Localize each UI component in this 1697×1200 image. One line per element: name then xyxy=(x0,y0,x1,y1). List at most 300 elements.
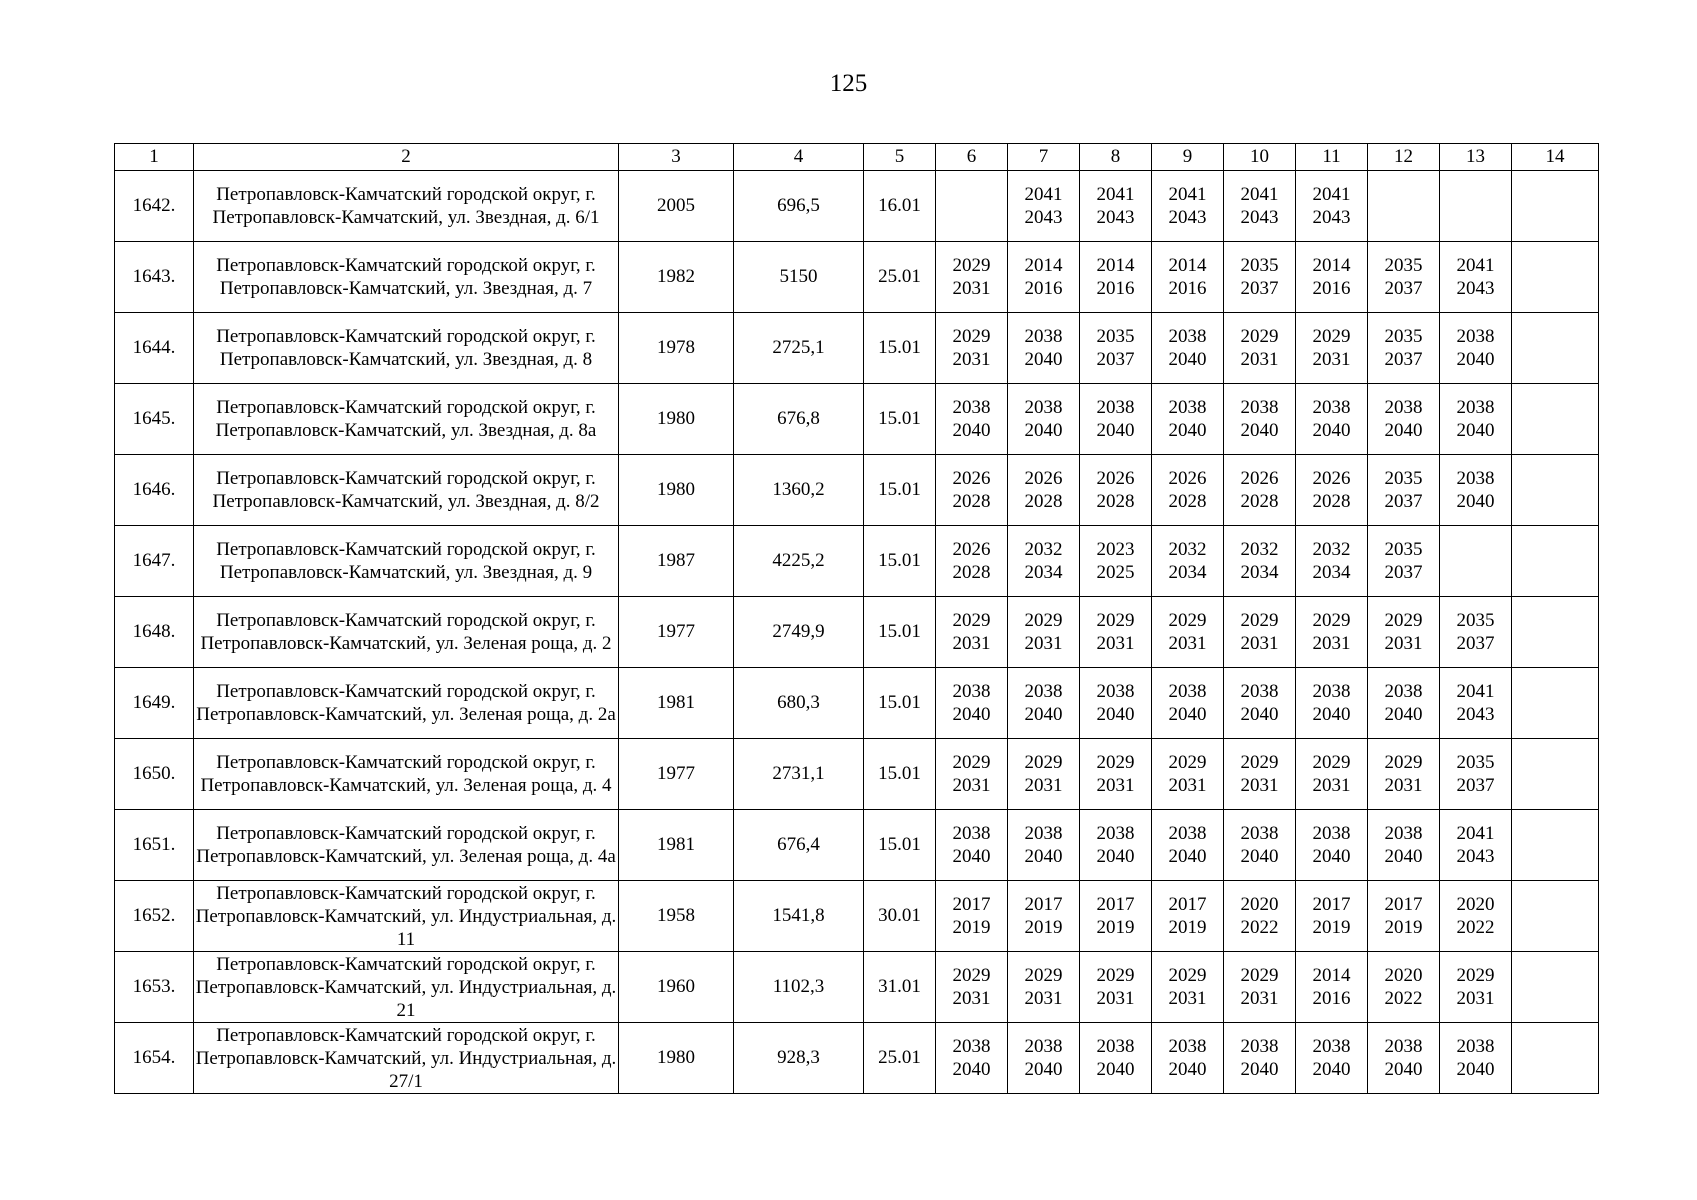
table-row xyxy=(115,739,1599,810)
period-start: 2020 xyxy=(1384,965,1423,986)
period-cell xyxy=(1368,739,1440,810)
period-start: 2017 xyxy=(1168,894,1207,915)
period-cell xyxy=(1440,313,1512,384)
period-end: 2043 xyxy=(1456,846,1495,867)
period-cell xyxy=(1152,597,1224,668)
period-end: 2028 xyxy=(1024,491,1063,512)
period-end: 2019 xyxy=(1312,917,1351,938)
period-end: 2031 xyxy=(1024,775,1063,796)
period-cell xyxy=(1224,668,1296,739)
period-end: 2040 xyxy=(1096,846,1135,867)
period-end: 2040 xyxy=(1096,1059,1135,1080)
period-start: 2035 xyxy=(1456,610,1495,631)
row-number-cell: 1649. xyxy=(115,668,194,739)
period-start: 2035 xyxy=(1240,255,1279,276)
period-end: 2037 xyxy=(1456,633,1495,654)
period-end: 2037 xyxy=(1240,278,1279,299)
code-cell: 25.01 xyxy=(864,242,936,313)
period-end: 2040 xyxy=(1024,349,1063,370)
code-cell: 15.01 xyxy=(864,526,936,597)
code-cell: 15.01 xyxy=(864,384,936,455)
period-end: 2040 xyxy=(1240,420,1279,441)
period-end: 2031 xyxy=(1240,775,1279,796)
period-cell xyxy=(1008,313,1080,384)
address-cell: Петропавловск-Камчатский городской округ, г. Петропавловск-Камчатский, ул. Звездная, д. 8а xyxy=(194,384,619,455)
period-end: 2016 xyxy=(1312,988,1351,1009)
period-cell xyxy=(1296,668,1368,739)
period-cell xyxy=(1296,171,1368,242)
address-cell: Петропавловск-Камчатский городской округ, г. Петропавловск-Камчатский, ул. Зеленая роща, д. 2а xyxy=(194,668,619,739)
period-end: 2028 xyxy=(952,491,991,512)
area-cell: 696,5 xyxy=(734,171,864,242)
address-cell: Петропавловск-Камчатский городской округ, г. Петропавловск-Камчатский, ул. Индустриальная, д. 11 xyxy=(194,881,619,952)
period-cell xyxy=(1080,1023,1152,1094)
period-end: 2031 xyxy=(1240,633,1279,654)
period-start: 2038 xyxy=(1096,823,1135,844)
period-start: 2029 xyxy=(1240,326,1279,347)
period-start: 2026 xyxy=(952,539,991,560)
period-start: 2038 xyxy=(1096,397,1135,418)
period-cell xyxy=(1368,526,1440,597)
period-end: 2040 xyxy=(1240,1059,1279,1080)
period-start: 2038 xyxy=(952,397,991,418)
period-end: 2031 xyxy=(952,349,991,370)
period-cell xyxy=(1008,526,1080,597)
period-cell xyxy=(1296,455,1368,526)
period-start: 2029 xyxy=(1312,610,1351,631)
period-end: 2040 xyxy=(1240,704,1279,725)
period-cell xyxy=(1152,1023,1224,1094)
period-start: 2038 xyxy=(1456,397,1495,418)
column-header-14: 14 xyxy=(1512,144,1599,171)
period-start: 2038 xyxy=(1024,823,1063,844)
year-cell: 1977 xyxy=(619,597,734,668)
period-start: 2038 xyxy=(1168,681,1207,702)
period-start: 2032 xyxy=(1240,539,1279,560)
area-cell: 1102,3 xyxy=(734,952,864,1023)
period-start: 2041 xyxy=(1168,184,1207,205)
period-start: 2029 xyxy=(1384,752,1423,773)
period-cell xyxy=(1440,455,1512,526)
column-header-7: 7 xyxy=(1008,144,1080,171)
period-start: 2029 xyxy=(1168,610,1207,631)
period-cell xyxy=(1368,597,1440,668)
period-cell xyxy=(1224,384,1296,455)
period-start: 2038 xyxy=(1456,468,1495,489)
period-cell xyxy=(1512,242,1599,313)
period-cell xyxy=(1440,597,1512,668)
year-cell: 1980 xyxy=(619,455,734,526)
period-end: 2040 xyxy=(1024,1059,1063,1080)
period-end: 2040 xyxy=(1168,1059,1207,1080)
column-header-5: 5 xyxy=(864,144,936,171)
period-cell xyxy=(1440,171,1512,242)
column-header-11: 11 xyxy=(1296,144,1368,171)
period-end: 2031 xyxy=(1096,988,1135,1009)
period-start: 2038 xyxy=(1240,681,1279,702)
period-end: 2031 xyxy=(1384,633,1423,654)
period-end: 2019 xyxy=(1384,917,1423,938)
period-cell xyxy=(1224,171,1296,242)
period-end: 2040 xyxy=(1240,846,1279,867)
period-cell xyxy=(1152,384,1224,455)
period-start: 2041 xyxy=(1456,255,1495,276)
column-header-12: 12 xyxy=(1368,144,1440,171)
period-end: 2040 xyxy=(1384,1059,1423,1080)
period-end: 2040 xyxy=(1456,1059,1495,1080)
area-cell: 2731,1 xyxy=(734,739,864,810)
year-cell: 1977 xyxy=(619,739,734,810)
period-start: 2029 xyxy=(1240,965,1279,986)
period-end: 2031 xyxy=(1312,775,1351,796)
registry-table xyxy=(114,143,1599,1094)
period-cell xyxy=(1224,1023,1296,1094)
table-row xyxy=(115,313,1599,384)
period-start: 2038 xyxy=(1168,326,1207,347)
period-cell xyxy=(1512,881,1599,952)
period-start: 2041 xyxy=(1024,184,1063,205)
period-cell xyxy=(1152,171,1224,242)
period-cell xyxy=(1368,313,1440,384)
period-start: 2038 xyxy=(1096,681,1135,702)
period-end: 2043 xyxy=(1456,704,1495,725)
period-start: 2035 xyxy=(1456,752,1495,773)
period-cell xyxy=(936,881,1008,952)
table-row xyxy=(115,881,1599,952)
column-header-9: 9 xyxy=(1152,144,1224,171)
address-cell: Петропавловск-Камчатский городской округ, г. Петропавловск-Камчатский, ул. Звездная, д. 6/1 xyxy=(194,171,619,242)
code-cell: 15.01 xyxy=(864,455,936,526)
period-cell xyxy=(1224,455,1296,526)
period-cell xyxy=(1296,526,1368,597)
period-end: 2040 xyxy=(1168,420,1207,441)
period-end: 2040 xyxy=(1312,704,1351,725)
period-cell xyxy=(1008,668,1080,739)
row-number-cell: 1654. xyxy=(115,1023,194,1094)
period-cell xyxy=(1152,952,1224,1023)
period-cell xyxy=(1224,242,1296,313)
period-end: 2031 xyxy=(1168,988,1207,1009)
period-cell xyxy=(1080,455,1152,526)
period-end: 2019 xyxy=(1168,917,1207,938)
period-cell xyxy=(1512,171,1599,242)
period-start: 2038 xyxy=(952,1036,991,1057)
period-cell xyxy=(1224,739,1296,810)
period-cell xyxy=(1296,242,1368,313)
code-cell: 15.01 xyxy=(864,739,936,810)
row-number-cell: 1643. xyxy=(115,242,194,313)
period-cell xyxy=(936,526,1008,597)
period-start: 2029 xyxy=(952,255,991,276)
period-end: 2031 xyxy=(1312,633,1351,654)
period-end: 2028 xyxy=(1312,491,1351,512)
period-start: 2038 xyxy=(1240,1036,1279,1057)
period-end: 2040 xyxy=(1312,846,1351,867)
period-start: 2017 xyxy=(1024,894,1063,915)
period-cell xyxy=(936,242,1008,313)
period-start: 2038 xyxy=(1312,397,1351,418)
period-end: 2040 xyxy=(1456,491,1495,512)
period-cell xyxy=(1152,455,1224,526)
period-end: 2031 xyxy=(1024,988,1063,1009)
period-cell xyxy=(1080,739,1152,810)
period-cell xyxy=(1512,455,1599,526)
column-header-13: 13 xyxy=(1440,144,1512,171)
period-start: 2029 xyxy=(952,752,991,773)
column-header-2: 2 xyxy=(194,144,619,171)
year-cell: 2005 xyxy=(619,171,734,242)
period-cell xyxy=(936,171,1008,242)
period-cell xyxy=(1224,526,1296,597)
period-cell xyxy=(936,739,1008,810)
period-end: 2028 xyxy=(1240,491,1279,512)
period-end: 2031 xyxy=(1240,988,1279,1009)
period-cell xyxy=(1368,384,1440,455)
period-start: 2041 xyxy=(1456,823,1495,844)
period-end: 2037 xyxy=(1384,562,1423,583)
period-end: 2031 xyxy=(1456,988,1495,1009)
table-row xyxy=(115,526,1599,597)
year-cell: 1960 xyxy=(619,952,734,1023)
period-start: 2017 xyxy=(1096,894,1135,915)
period-cell xyxy=(1368,810,1440,881)
address-cell: Петропавловск-Камчатский городской округ, г. Петропавловск-Камчатский, ул. Индустриальная, д. 21 xyxy=(194,952,619,1023)
period-cell xyxy=(1080,526,1152,597)
period-cell xyxy=(1440,739,1512,810)
row-number-cell: 1651. xyxy=(115,810,194,881)
period-start: 2014 xyxy=(1024,255,1063,276)
period-end: 2040 xyxy=(1024,420,1063,441)
period-cell xyxy=(1152,242,1224,313)
period-start: 2029 xyxy=(1240,610,1279,631)
period-start: 2026 xyxy=(1096,468,1135,489)
code-cell: 15.01 xyxy=(864,313,936,384)
period-cell xyxy=(1512,597,1599,668)
area-cell: 676,8 xyxy=(734,384,864,455)
period-cell xyxy=(1008,739,1080,810)
period-cell xyxy=(1008,384,1080,455)
period-start: 2038 xyxy=(1456,326,1495,347)
code-cell: 30.01 xyxy=(864,881,936,952)
period-start: 2038 xyxy=(1384,823,1423,844)
period-start: 2035 xyxy=(1384,539,1423,560)
period-start: 2035 xyxy=(1096,326,1135,347)
period-start: 2038 xyxy=(1312,823,1351,844)
period-cell xyxy=(1368,242,1440,313)
period-end: 2031 xyxy=(1168,775,1207,796)
period-cell xyxy=(1224,810,1296,881)
period-start: 2035 xyxy=(1384,255,1423,276)
period-start: 2041 xyxy=(1456,681,1495,702)
row-number-cell: 1644. xyxy=(115,313,194,384)
area-cell: 680,3 xyxy=(734,668,864,739)
period-end: 2034 xyxy=(1168,562,1207,583)
period-end: 2040 xyxy=(952,704,991,725)
period-start: 2017 xyxy=(1384,894,1423,915)
period-cell xyxy=(1080,171,1152,242)
address-cell: Петропавловск-Камчатский городской округ, г. Петропавловск-Камчатский, ул. Звездная, д. 8 xyxy=(194,313,619,384)
period-cell xyxy=(1008,597,1080,668)
area-cell: 1360,2 xyxy=(734,455,864,526)
period-end: 2040 xyxy=(952,1059,991,1080)
period-cell xyxy=(1080,313,1152,384)
period-end: 2022 xyxy=(1456,917,1495,938)
period-cell xyxy=(1152,881,1224,952)
period-start: 2041 xyxy=(1312,184,1351,205)
period-start: 2017 xyxy=(952,894,991,915)
period-cell xyxy=(1440,952,1512,1023)
period-cell xyxy=(1224,313,1296,384)
period-end: 2031 xyxy=(1240,349,1279,370)
year-cell: 1987 xyxy=(619,526,734,597)
period-start: 2029 xyxy=(1024,965,1063,986)
period-cell xyxy=(1152,313,1224,384)
table-row xyxy=(115,242,1599,313)
period-start: 2038 xyxy=(1312,1036,1351,1057)
period-cell xyxy=(1008,171,1080,242)
period-start: 2029 xyxy=(1168,965,1207,986)
period-cell xyxy=(1512,384,1599,455)
period-start: 2029 xyxy=(1024,610,1063,631)
table-body xyxy=(115,171,1599,1094)
period-start: 2029 xyxy=(1456,965,1495,986)
code-cell: 16.01 xyxy=(864,171,936,242)
period-start: 2038 xyxy=(1456,1036,1495,1057)
period-cell xyxy=(1368,1023,1440,1094)
period-end: 2019 xyxy=(1024,917,1063,938)
period-end: 2022 xyxy=(1240,917,1279,938)
period-start: 2032 xyxy=(1312,539,1351,560)
period-end: 2040 xyxy=(1384,420,1423,441)
row-number-cell: 1647. xyxy=(115,526,194,597)
period-end: 2019 xyxy=(1096,917,1135,938)
period-cell xyxy=(1368,171,1440,242)
period-end: 2037 xyxy=(1384,491,1423,512)
period-end: 2037 xyxy=(1384,278,1423,299)
period-end: 2043 xyxy=(1024,207,1063,228)
period-end: 2025 xyxy=(1096,562,1135,583)
period-cell xyxy=(1368,668,1440,739)
year-cell: 1980 xyxy=(619,1023,734,1094)
period-end: 2040 xyxy=(1456,349,1495,370)
period-cell xyxy=(936,668,1008,739)
period-end: 2031 xyxy=(1168,633,1207,654)
period-start: 2014 xyxy=(1312,965,1351,986)
year-cell: 1981 xyxy=(619,668,734,739)
period-cell xyxy=(1008,810,1080,881)
period-start: 2029 xyxy=(1096,752,1135,773)
period-end: 2040 xyxy=(952,420,991,441)
period-start: 2038 xyxy=(1168,1036,1207,1057)
table-row xyxy=(115,455,1599,526)
period-end: 2043 xyxy=(1168,207,1207,228)
period-end: 2040 xyxy=(1096,704,1135,725)
period-cell xyxy=(1080,242,1152,313)
period-start: 2038 xyxy=(1168,823,1207,844)
row-number-cell: 1642. xyxy=(115,171,194,242)
period-cell xyxy=(1008,881,1080,952)
period-cell xyxy=(1368,952,1440,1023)
period-end: 2028 xyxy=(1096,491,1135,512)
period-start: 2029 xyxy=(1096,610,1135,631)
period-cell xyxy=(1440,242,1512,313)
period-start: 2014 xyxy=(1312,255,1351,276)
page-number: 125 xyxy=(829,70,868,97)
period-start: 2038 xyxy=(952,823,991,844)
period-cell xyxy=(936,313,1008,384)
row-number-cell: 1648. xyxy=(115,597,194,668)
address-cell: Петропавловск-Камчатский городской округ, г. Петропавловск-Камчатский, ул. Звездная, д. 8/2 xyxy=(194,455,619,526)
address-cell: Петропавловск-Камчатский городской округ, г. Петропавловск-Камчатский, ул. Индустриальная, д. 27/1 xyxy=(194,1023,619,1094)
period-end: 2040 xyxy=(1384,846,1423,867)
code-cell: 15.01 xyxy=(864,597,936,668)
row-number-cell: 1650. xyxy=(115,739,194,810)
period-cell xyxy=(1512,952,1599,1023)
period-end: 2016 xyxy=(1168,278,1207,299)
address-cell: Петропавловск-Камчатский городской округ, г. Петропавловск-Камчатский, ул. Зеленая роща, д. 4 xyxy=(194,739,619,810)
period-end: 2040 xyxy=(1312,1059,1351,1080)
row-number-cell: 1653. xyxy=(115,952,194,1023)
period-start: 2038 xyxy=(1384,681,1423,702)
year-cell: 1978 xyxy=(619,313,734,384)
period-start: 2029 xyxy=(1384,610,1423,631)
area-cell: 2749,9 xyxy=(734,597,864,668)
period-cell xyxy=(1512,313,1599,384)
period-start: 2035 xyxy=(1384,326,1423,347)
column-header-8: 8 xyxy=(1080,144,1152,171)
period-start: 2038 xyxy=(1024,1036,1063,1057)
period-start: 2026 xyxy=(952,468,991,489)
period-cell xyxy=(1008,1023,1080,1094)
area-cell: 928,3 xyxy=(734,1023,864,1094)
period-start: 2038 xyxy=(1024,326,1063,347)
period-cell xyxy=(1512,526,1599,597)
period-cell xyxy=(936,455,1008,526)
period-cell xyxy=(936,1023,1008,1094)
period-end: 2034 xyxy=(1312,562,1351,583)
period-cell xyxy=(1296,739,1368,810)
period-end: 2040 xyxy=(1168,704,1207,725)
period-cell xyxy=(1296,810,1368,881)
area-cell: 2725,1 xyxy=(734,313,864,384)
period-end: 2031 xyxy=(1096,633,1135,654)
column-header-1: 1 xyxy=(115,144,194,171)
period-cell xyxy=(1440,384,1512,455)
period-cell xyxy=(1080,384,1152,455)
year-cell: 1958 xyxy=(619,881,734,952)
period-start: 2029 xyxy=(1096,965,1135,986)
period-cell xyxy=(1368,881,1440,952)
period-start: 2038 xyxy=(1240,823,1279,844)
period-start: 2014 xyxy=(1096,255,1135,276)
period-start: 2029 xyxy=(1024,752,1063,773)
period-cell xyxy=(1080,810,1152,881)
period-cell xyxy=(1296,1023,1368,1094)
period-cell xyxy=(1296,952,1368,1023)
period-start: 2020 xyxy=(1240,894,1279,915)
area-cell: 676,4 xyxy=(734,810,864,881)
period-end: 2016 xyxy=(1024,278,1063,299)
period-cell xyxy=(1152,526,1224,597)
period-start: 2029 xyxy=(1312,326,1351,347)
period-start: 2038 xyxy=(1024,397,1063,418)
period-start: 2026 xyxy=(1168,468,1207,489)
year-cell: 1981 xyxy=(619,810,734,881)
period-end: 2019 xyxy=(952,917,991,938)
period-end: 2040 xyxy=(1384,704,1423,725)
period-end: 2031 xyxy=(952,775,991,796)
table-row xyxy=(115,171,1599,242)
